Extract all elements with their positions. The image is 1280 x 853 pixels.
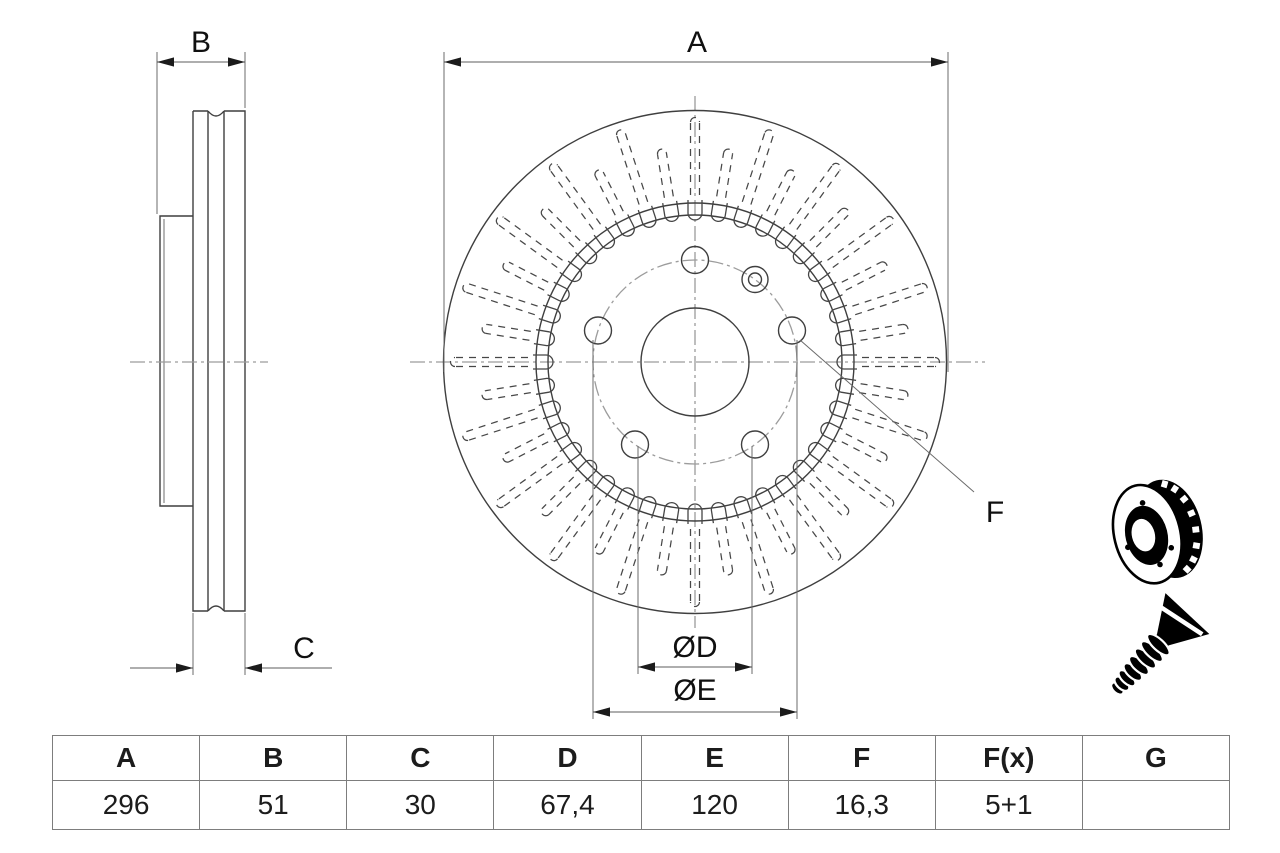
locating-hole (742, 267, 768, 293)
spec-header-d: D (494, 736, 641, 781)
spec-value-e: 120 (641, 781, 788, 830)
spec-header-e: E (641, 736, 788, 781)
dimension-label-f: F (985, 496, 1005, 529)
spec-header-b: B (200, 736, 347, 781)
front-view (410, 96, 985, 628)
spec-table (52, 735, 1230, 830)
spec-header-f: F (788, 736, 935, 781)
spec-value-fx: 5+1 (935, 781, 1082, 830)
dimension-label-c: C (293, 632, 315, 665)
dimension-label-d: ØD (672, 631, 718, 664)
section-view (130, 111, 268, 611)
dimension-a (444, 26, 948, 372)
brake-disc-icon (1103, 472, 1213, 590)
dimension-label-a: A (686, 26, 708, 59)
spec-header-c: C (347, 736, 494, 781)
spec-value-b: 51 (200, 781, 347, 830)
spec-header-fx: F(x) (935, 736, 1082, 781)
screw-icon (1092, 593, 1209, 712)
spec-header-a: A (53, 736, 200, 781)
spec-value-f: 16,3 (788, 781, 935, 830)
dimension-label-b: B (190, 26, 212, 59)
dimension-b (157, 26, 245, 214)
spec-value-a: 296 (53, 781, 200, 830)
dimension-label-e: ØE (673, 674, 717, 707)
spec-value-g (1082, 781, 1229, 830)
spec-header-row (53, 736, 1230, 781)
spec-value-c: 30 (347, 781, 494, 830)
dimension-c (130, 613, 332, 675)
spec-header-g: G (1082, 736, 1229, 781)
spec-value-row (53, 781, 1230, 830)
spec-value-d: 67,4 (494, 781, 641, 830)
